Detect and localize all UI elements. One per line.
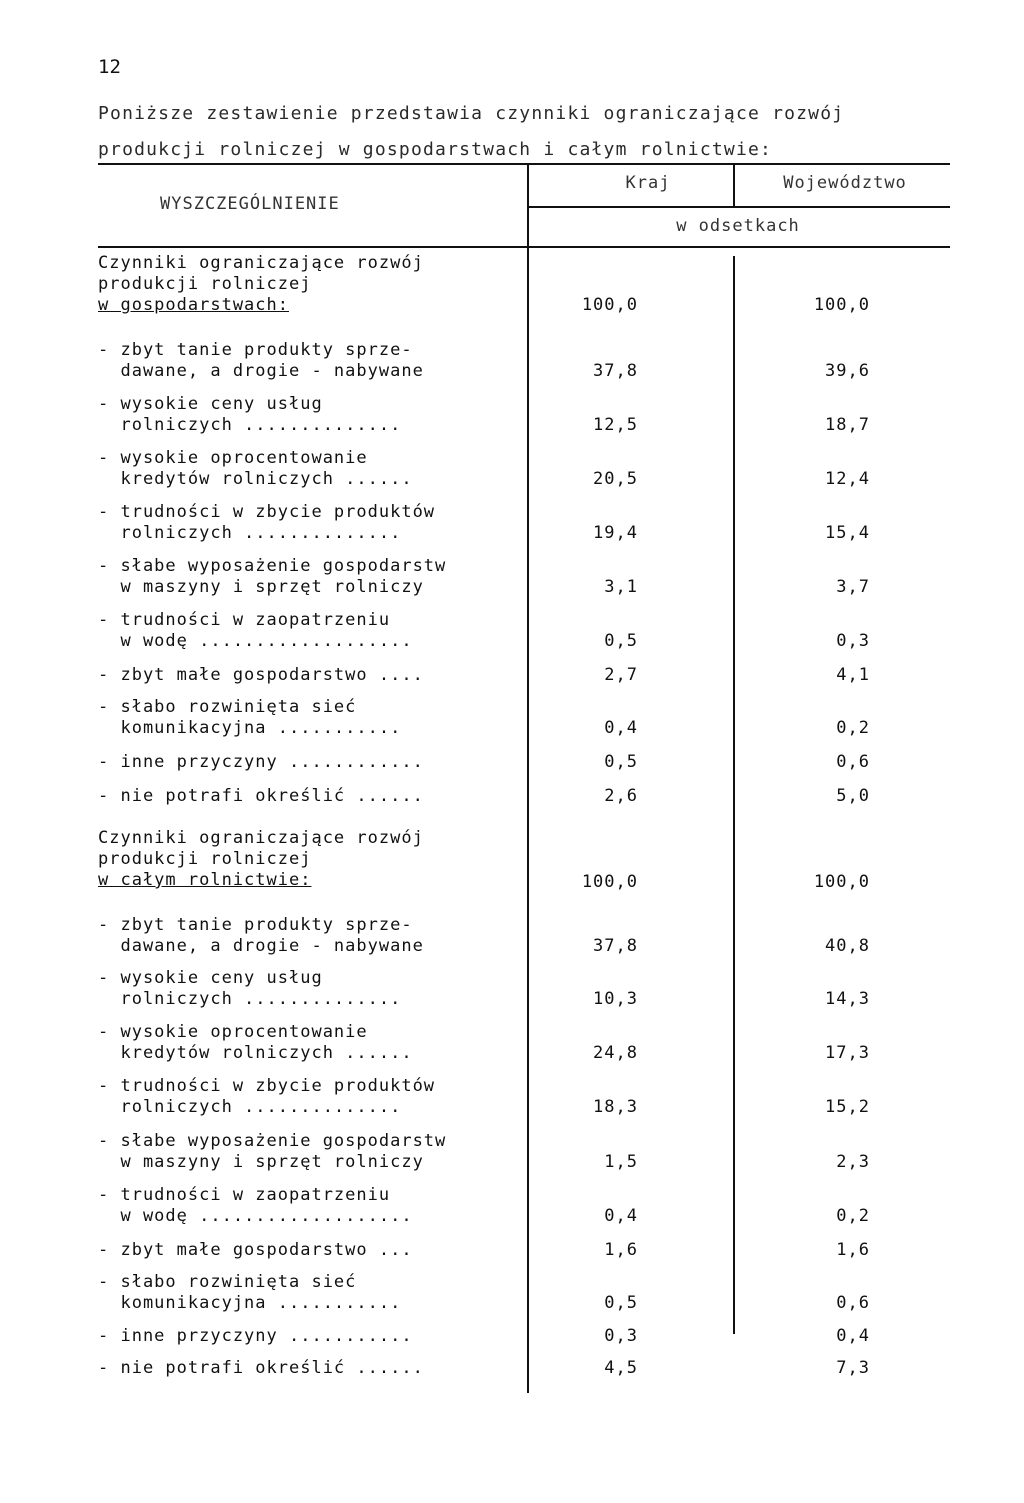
column-divider-right — [733, 256, 735, 1334]
value-voivodeship: 15,2 — [825, 1097, 870, 1117]
value-voivodeship: 5,0 — [836, 786, 870, 806]
column-divider-left — [527, 165, 529, 1393]
section-head-agriculture: Czynniki ograniczające rozwój produkcji rolniczej w całym rolnictwie: — [98, 828, 424, 890]
table-row: - słabo rozwinięta sieć komunikacyjna ........... — [98, 697, 402, 738]
value-voivodeship: 0,2 — [836, 718, 870, 738]
header-unit: w odsetkach — [676, 216, 800, 236]
value-country: 100,0 — [581, 295, 638, 315]
table-row: - trudności w zaopatrzeniu w wodę ................... — [98, 610, 413, 651]
value-voivodeship: 0,3 — [836, 631, 870, 651]
value-country: 2,6 — [604, 786, 638, 806]
table-row: - nie potrafi określić ...... — [98, 786, 424, 806]
value-voivodeship: 0,2 — [836, 1206, 870, 1226]
table-row: - trudności w zbycie produktów rolniczych .............. — [98, 502, 436, 543]
table-row: - słabe wyposażenie gospodarstw w maszyny i sprzęt rolniczy — [98, 556, 447, 597]
table-row: - nie potrafi określić ...... — [98, 1358, 424, 1378]
value-voivodeship: 100,0 — [813, 872, 870, 892]
value-voivodeship: 100,0 — [813, 295, 870, 315]
value-voivodeship: 15,4 — [825, 523, 870, 543]
value-voivodeship: 17,3 — [825, 1043, 870, 1063]
intro-paragraph: Poniższe zestawienie przedstawia czynniki ograniczające rozwój produkcji rolniczej w gospodarstwach i całym rolnictwie: — [98, 103, 845, 160]
column-divider-header — [733, 165, 735, 207]
table-top-rule — [98, 163, 950, 165]
table-row: - inne przyczyny ........... — [98, 1326, 413, 1346]
value-voivodeship: 2,3 — [836, 1152, 870, 1172]
header-description: WYSZCZEGÓLNIENIE — [160, 194, 340, 214]
value-country: 0,5 — [604, 752, 638, 772]
value-voivodeship: 4,1 — [836, 665, 870, 685]
value-country: 37,8 — [593, 936, 638, 956]
value-voivodeship: 7,3 — [836, 1358, 870, 1378]
value-country: 19,4 — [593, 523, 638, 543]
table-row: - słabo rozwinięta sieć komunikacyjna ........... — [98, 1272, 402, 1313]
value-country: 10,3 — [593, 989, 638, 1009]
value-country: 12,5 — [593, 415, 638, 435]
header-subrule — [528, 206, 950, 208]
table-row: - zbyt małe gospodarstwo .... — [98, 665, 424, 685]
table-row: - zbyt małe gospodarstwo ... — [98, 1240, 413, 1260]
value-voivodeship: 39,6 — [825, 361, 870, 381]
table-row: - słabe wyposażenie gospodarstw w maszyny i sprzęt rolniczy — [98, 1131, 447, 1172]
value-voivodeship: 18,7 — [825, 415, 870, 435]
header-country: Kraj — [625, 173, 671, 193]
value-voivodeship: 14,3 — [825, 989, 870, 1009]
table-row: - zbyt tanie produkty sprze- dawane, a drogie - nabywane — [98, 340, 424, 381]
value-country: 24,8 — [593, 1043, 638, 1063]
value-country: 18,3 — [593, 1097, 638, 1117]
value-voivodeship: 0,4 — [836, 1326, 870, 1346]
value-country: 0,5 — [604, 631, 638, 651]
value-voivodeship: 0,6 — [836, 752, 870, 772]
value-voivodeship: 40,8 — [825, 936, 870, 956]
value-country: 37,8 — [593, 361, 638, 381]
value-country: 0,4 — [604, 1206, 638, 1226]
value-voivodeship: 1,6 — [836, 1240, 870, 1260]
table-row: - wysokie oprocentowanie kredytów rolniczych ...... — [98, 1022, 413, 1063]
page-number: 12 — [98, 56, 121, 78]
table-row: - wysokie oprocentowanie kredytów rolniczych ...... — [98, 448, 413, 489]
table-row: - trudności w zbycie produktów rolniczych .............. — [98, 1076, 436, 1117]
header-bottom-rule — [98, 246, 950, 248]
value-country: 1,5 — [604, 1152, 638, 1172]
value-country: 20,5 — [593, 469, 638, 489]
table-row: - trudności w zaopatrzeniu w wodę ................... — [98, 1185, 413, 1226]
value-country: 0,4 — [604, 718, 638, 738]
value-voivodeship: 3,7 — [836, 577, 870, 597]
table-row: - wysokie ceny usług rolniczych .............. — [98, 968, 402, 1009]
table-row: - inne przyczyny ............ — [98, 752, 424, 772]
table-row: - wysokie ceny usług rolniczych .............. — [98, 394, 402, 435]
value-country: 0,3 — [604, 1326, 638, 1346]
value-country: 3,1 — [604, 577, 638, 597]
value-country: 4,5 — [604, 1358, 638, 1378]
value-voivodeship: 12,4 — [825, 469, 870, 489]
value-country: 100,0 — [581, 872, 638, 892]
value-country: 0,5 — [604, 1293, 638, 1313]
value-voivodeship: 0,6 — [836, 1293, 870, 1313]
header-voivodeship: Województwo — [783, 173, 907, 193]
section-head-farms: Czynniki ograniczające rozwój produkcji rolniczej w gospodarstwach: — [98, 253, 424, 315]
value-country: 1,6 — [604, 1240, 638, 1260]
table-row: - zbyt tanie produkty sprze- dawane, a drogie - nabywane — [98, 915, 424, 956]
value-country: 2,7 — [604, 665, 638, 685]
